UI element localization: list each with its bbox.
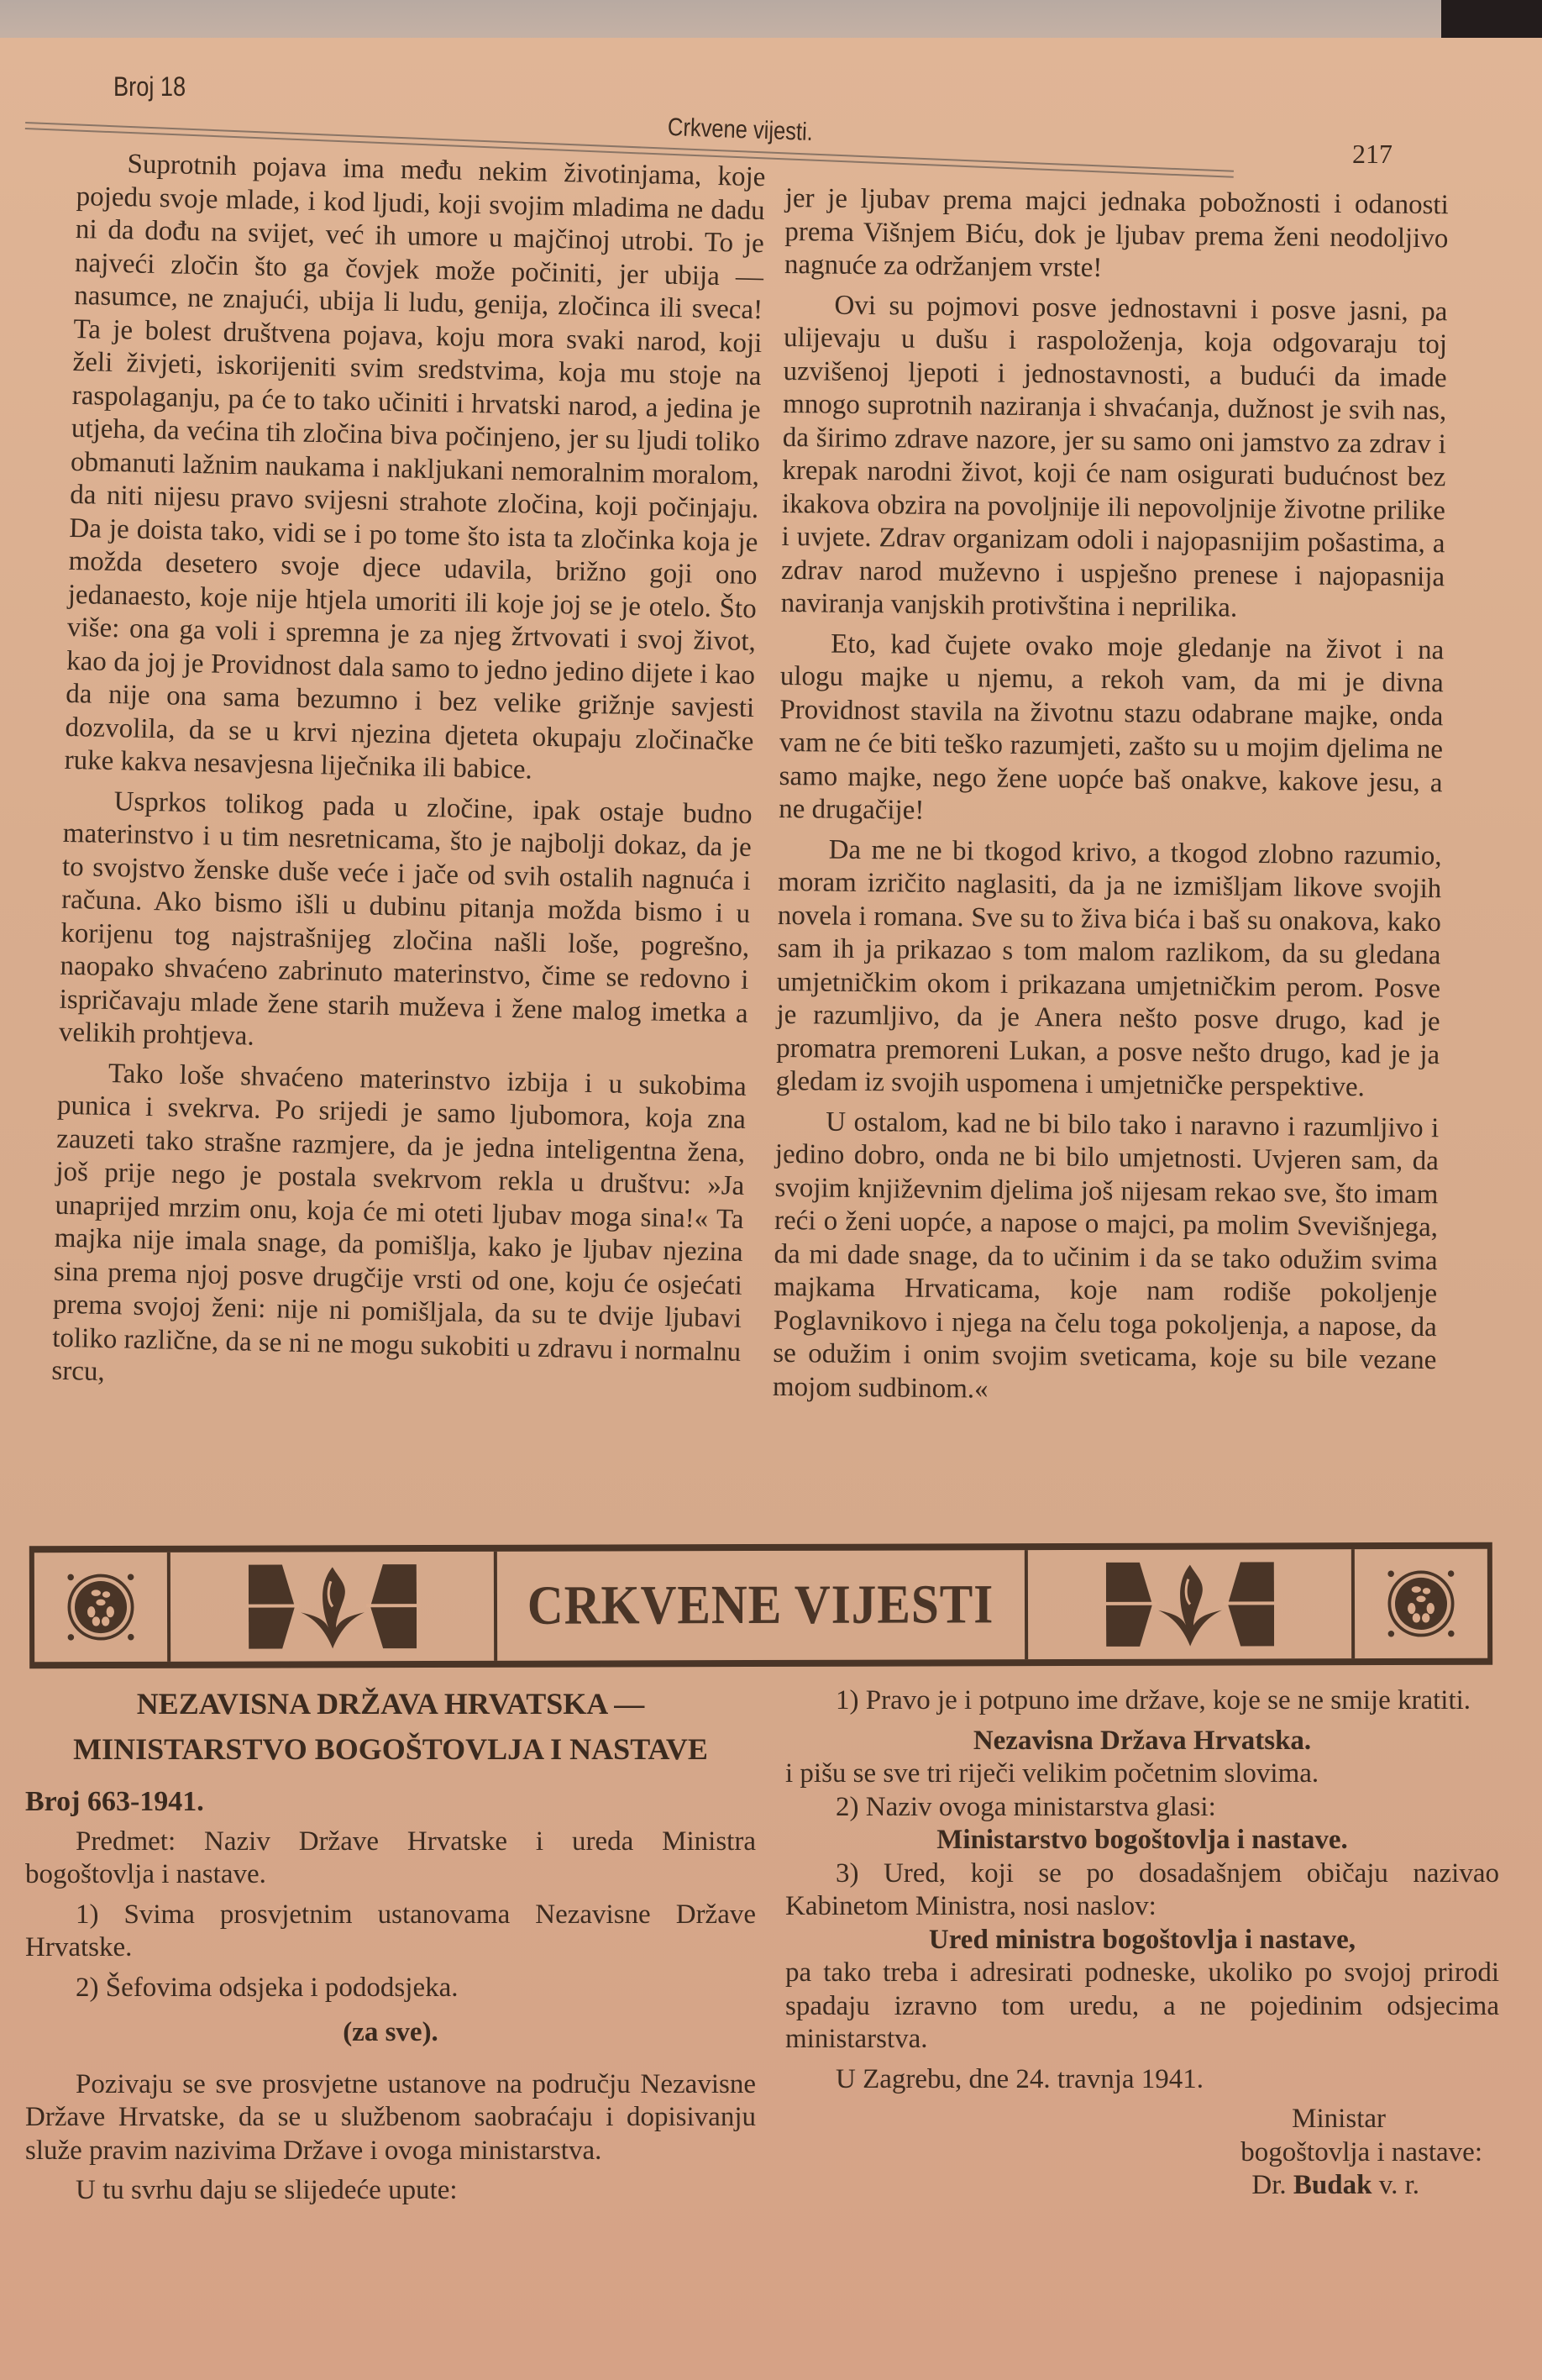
paragraph: Da me ne bi tkogod krivo, a tkogod zlobno razumio, moram izričito naglasiti, da ja ne izmišljam likove svojih novela i romana. Sve su to živa bića i baš su onakova, kako sam ih ja prikazao s tom malom razlikom, da su gledana umjetničkim okom i prikazana umjetničkim perom. Posve je razumljivo, da je Anera nešto posve drugo, kad je promatra premoreni Lukan, a posve nešto drugo, kad je ja gledam iz svojih uspomena i umjetničke perspektive.: [775, 834, 1442, 1103]
decree-heading-line1: NEZAVISNA DRŽAVA HRVATSKA —: [136, 1687, 645, 1721]
decree-for-all: (za sve).: [343, 2017, 438, 2047]
section-banner: [29, 1542, 1492, 1669]
signature-suffix: v. r.: [1378, 2170, 1419, 2200]
paragraph: Suprotnih pojava ima među nekim životinjama, koje pojedu svoje mlade, i kod ljudi, koji svojim mladima ne dadu ni da dođu na svijet, već ih umore u majčinoj utrobi. To je najveći zločin što ga čovjek može počiniti, jer ubija — nasumce, ne znajući, ubija li ludu, genija, zločinca ili sveca! Ta je bolest društvena pojava, koju mora svaki narod, koji želi živjeti, iskorijeniti svim sredstvima, koja mu stoje na raspolaganju, pa će to tako učiniti i hrvatski narod, a jedina je utjeha, da većina tih zločina biva počinjeno, jer su ljudi toliko obmanuti lažnim naukama i nakljukani nemoralnim moralom, da niti nijesu pravo svijesni strahote zločina, koji počinjaju. Da je doista tako, vidi se i po tome što ista ta zločinka koja je možda desetero svoje djece udavila, brižno goji ono jedanaesto, koje nije htjela umoriti ili koje joj se je otelo. Što više: ona ga voli i spremna je za njeg žrtvovati i svoj život, kao da joj je Providnost dala samo to jedno jedino dijete i kao da nije ona sama bezumno i bez velike grižnje savjesti dozvolila, da se u krvi njezina djeteta okupaju zločinačke ruke kakva nesavjesna liječnika ili babice.: [64, 149, 766, 785]
newspaper-page: [0, 38, 1542, 2380]
banner-cell-right-ornament: [1028, 1549, 1355, 1659]
floral-ornament-icon: [248, 1560, 416, 1653]
decree-instruction-1: 1) Pravo je i potpuno ime države, koje se ne smije kratiti.: [836, 1685, 1471, 1715]
section-title: CRKVENE VIJESTI: [527, 1574, 994, 1637]
paragraph: Tako loše shvaćeno materinstvo izbija i u sukobima punica i svekrva. Po srijedi je samo ljubomora, koja zna zauzeti tako strašne razmjere, da je jedna inteligentna žena, još prije nego je postala svekrvom rekla u društvu: »Ja unaprijed mrzim onu, koja će mi oteti ljubav moga sina!« Ta majka nije imala snage, da pomišlja, kako je ljubav njezina sina prema njoj posve drugčije vrsti od one, koju će osjećati prema svojoj ženi: nije ni pomišljala, da su te dvije ljubavi toliko različne, da se ni ne mogu sukobiti u zdravu i normalnu srcu,: [51, 1058, 747, 1388]
paragraph: Usprkos tolikog pada u zločine, ipak ostaje budno materinstvo i u tim nesretnicama, što je najbolji dokaz, da je to svojstvo ženske duše veće i jače od svih ostalih nagnuća i računa. Ako bismo išli u dubinu pitanja možda bismo i u korijenu tog najstrašnijeg zločina našli loše, pogrešno, naopako shvaćeno zabrinuto materinstvo, čime se redovno i ispričavaju mlade žene starih muževa i žene malog imetka a velikih prohtjeva.: [58, 785, 753, 1052]
signature-name-line: [785, 2169, 1499, 2203]
paragraph: Ovi su pojmovi posve jednostavni i posve jasni, pa ulijevaju u dušu i raspoloženja, koja odgovaraju toj uzvišenoj ljepoti i jednostavnosti, a budući da imade mnogo suprotnih naziranja i shvaćanja, dužnost je svih nas, da širimo zdrave nazore, jer su samo oni jamstvo za zdrav i krepak narodni život, koji će nam osigurati budućnost bez ikakova obzira na povoljnije ili nepovoljnije životne prilike i uvjete. Zdrav organizam odoli i najopasnijim pošastima, a zdrav narod muževno i uspješno prenese i najopasnija naviranja vanjskih protivština i neprilika.: [780, 290, 1448, 623]
decree-heading-line2: MINISTARSTVO BOGOŠTOVLJA I NASTAVE: [73, 1732, 708, 1766]
page-number: 217: [1352, 139, 1393, 169]
decree-instruction-3b: pa tako treba i adresirati podneske, ukoliko po svojoj prirodi spadaju izravno tom uredu, a ne pojedinim odsjecima ministarstva.: [785, 1957, 1499, 2054]
decree-subject: Predmet: Naziv Države Hrvatske i ureda Ministra bogoštovlja i nastave.: [25, 1826, 756, 1889]
paragraph: U ostalom, kad ne bi bilo tako i naravno i razumljivo i jedino dobro, onda ne bi bilo umjetnosti. Uvjeren sam, da svojim književnim djelima još nijesam rekao sve, što imam reći o ženi uopće, a napose o majci, pa molim Svevišnjega, da mi dade snage, da to učinim i da se tako odužim svima majkama Hrvaticama, koje nam rodiše pokoljenje Poglavnikovo i njega na čelu toga pokoljenja, a napose, da se odužim i onim svojim sveticama, koje su bile vezane mojom sudbinom.«: [772, 1106, 1440, 1405]
article-right-column: [773, 182, 1449, 1417]
decree-instruction-1b: i pišu se sve tri riječi velikim početnim slovima.: [785, 1758, 1319, 1789]
decree-intro: U tu svrhu daju se slijedeće upute:: [76, 2175, 458, 2205]
signature-name: Budak: [1293, 2170, 1372, 2200]
paragraph: Eto, kad čujete ovako moje gledanje na život i na ulogu majke u njemu, a rekoh vam, da mi je divna Providnost stavila na životnu stazu odabrane majke, onda vam ne će biti teško razumjeti, zašto su u mojim djelima ne samo majke, nego žene uopće baš onakve, kakove jesu, a ne drugačije!: [778, 628, 1445, 826]
floral-ornament-icon: [1105, 1558, 1273, 1651]
banner-cell-left-rosette: [34, 1553, 170, 1662]
rosette-icon: [1382, 1564, 1461, 1643]
signature-prefix: Dr.: [1251, 2170, 1287, 2200]
decree-body: Pozivaju se sve prosvjetne ustanove na području Nezavisne Države Hrvatske, da se u službenom saobraćaju i dopisivanju služe pravim nazivima Države i ovoga ministarstva.: [25, 2068, 756, 2166]
decree-ministry-name: Ministarstvo bogoštovlja i nastave.: [936, 1825, 1348, 1855]
signature-ministry: bogoštovlja i nastave:: [1240, 2136, 1482, 2167]
article-left-column: [51, 147, 766, 1409]
decree-instruction-3: 3) Ured, koji se po dosadašnjem običaju nazivao Kabinetom Ministra, nosi naslov:: [785, 1857, 1499, 1921]
decree-recipient: 1) Svima prosvjetnim ustanovama Nezavisne Države Hrvatske.: [25, 1899, 756, 1962]
decree-right-column: [785, 1684, 1499, 2203]
decree-state-name: Nezavisna Država Hrvatska.: [973, 1725, 1312, 1756]
decree-recipient: 2) Šefovima odsjeka i pododsjeka.: [76, 1972, 459, 2003]
paragraph: jer je ljubav prema majci jednaka pobožnosti i odanosti prema Višnjem Biću, dok je ljubav prema ženi neodoljivo nagnuće za održanjem vrste!: [784, 182, 1449, 283]
signature-title: Ministar: [1292, 2104, 1386, 2134]
rosette-icon: [61, 1568, 140, 1647]
decree-number: Broj 663-1941.: [25, 1786, 204, 1817]
issue-number: Broj 18: [113, 71, 186, 102]
journal-title: Crkvene vijesti.: [667, 113, 814, 147]
banner-cell-title: [497, 1550, 1028, 1661]
decree-office-name: Ured ministra bogoštovlja i nastave,: [928, 1924, 1356, 1955]
banner-cell-right-rosette: [1355, 1549, 1487, 1658]
decree-instruction-2: 2) Naziv ovoga ministarstva glasi:: [836, 1791, 1216, 1822]
banner-cell-left-ornament: [170, 1552, 497, 1662]
decree-place-date: U Zagrebu, dne 24. travnja 1941.: [836, 2063, 1204, 2094]
decree-left-column: [25, 1684, 756, 2215]
